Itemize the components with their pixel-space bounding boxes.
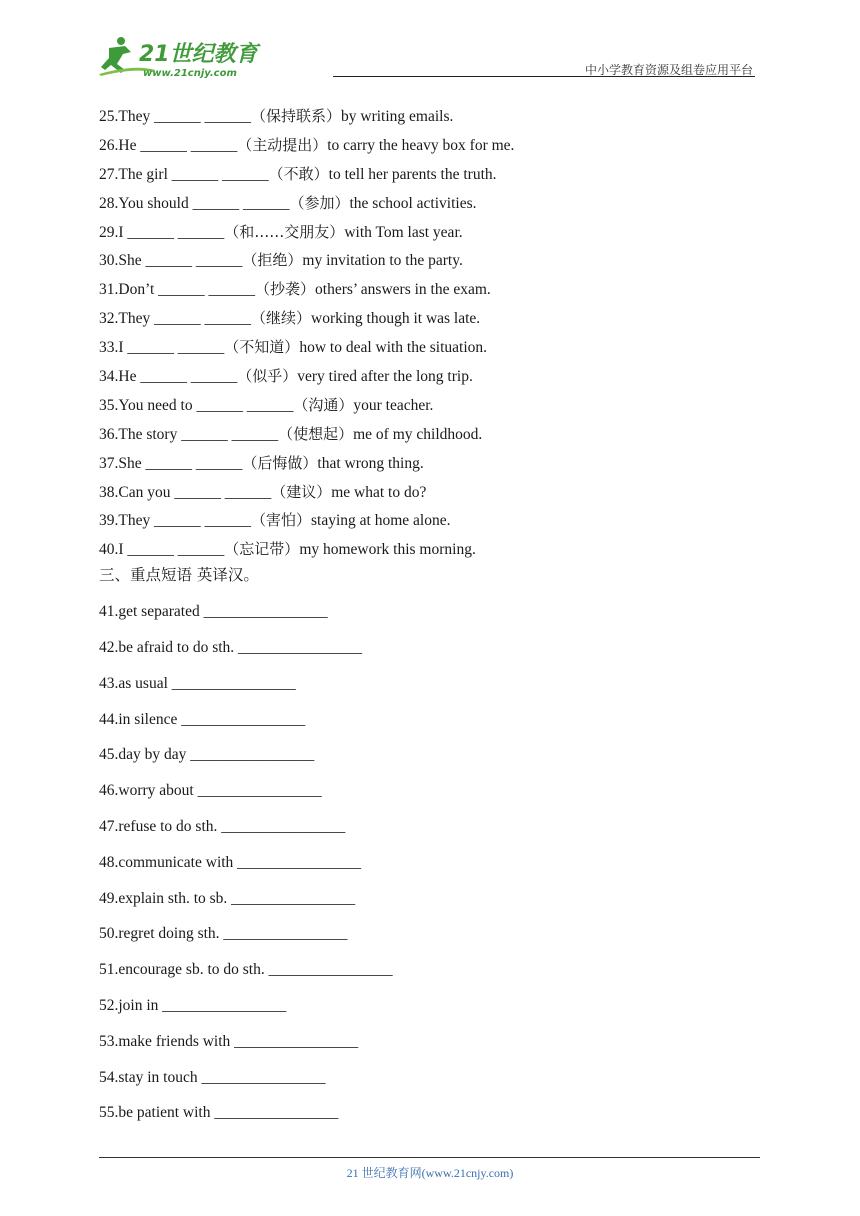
chinese-hint: （沟通） — [293, 395, 354, 414]
question-prefix: 32.They ______ ______ — [99, 310, 251, 328]
chinese-hint: （不敢） — [268, 164, 329, 183]
question-line — [99, 364, 739, 393]
question-prefix: 39.They ______ ______ — [99, 512, 251, 530]
phrase-item: 53.make friends with ________________ — [99, 1032, 359, 1050]
phrase-item: 54.stay in touch ________________ — [99, 1068, 326, 1086]
question-line — [99, 162, 739, 191]
phrase-item: 42.be afraid to do sth. ________________ — [99, 639, 363, 657]
fill-blank-questions — [99, 104, 739, 566]
question-suffix: staying at home alone. — [311, 512, 451, 530]
site-logo — [95, 34, 265, 78]
question-prefix: 29.I ______ ______ — [99, 223, 225, 241]
header-platform-text: 中小学教育资源及组卷应用平台 — [584, 63, 753, 77]
question-suffix: to tell her parents the truth. — [328, 165, 497, 183]
svg-text:21世纪教育: 21世纪教育 — [139, 42, 258, 67]
chinese-hint: （建议） — [271, 482, 332, 501]
question-suffix: that wrong thing. — [317, 454, 424, 472]
chinese-hint: （害怕） — [250, 511, 311, 530]
chinese-hint: （后悔做） — [242, 453, 318, 472]
question-suffix: with Tom last year. — [344, 223, 463, 241]
phrase-item: 49.explain sth. to sb. ________________ — [99, 889, 356, 907]
phrase-item: 45.day by day ________________ — [99, 746, 315, 764]
question-line — [99, 451, 739, 480]
phrase-item: 43.as usual ________________ — [99, 674, 296, 692]
question-suffix: how to deal with the situation. — [299, 339, 488, 357]
page-footer: 21 世纪教育网(www.21cnjy.com) — [346, 1166, 514, 1180]
page-header — [95, 30, 755, 78]
phrase-list — [99, 600, 739, 1137]
chinese-hint: （保持联系） — [250, 107, 341, 125]
question-suffix: my homework this morning. — [299, 541, 476, 559]
question-line — [99, 508, 739, 537]
phrase-item: 55.be patient with ________________ — [99, 1104, 339, 1122]
question-suffix: to carry the heavy box for me. — [327, 136, 515, 154]
question-prefix: 40.I ______ ______ — [99, 541, 225, 559]
question-line — [99, 191, 739, 220]
question-prefix: 28.You should ______ ______ — [99, 194, 290, 212]
question-prefix: 38.Can you ______ ______ — [99, 483, 272, 501]
question-suffix: very tired after the long trip. — [297, 368, 473, 386]
question-prefix: 35.You need to ______ ______ — [99, 396, 294, 414]
question-line — [99, 335, 739, 364]
question-prefix: 31.Don’t ______ ______ — [99, 281, 256, 299]
chinese-hint: （不知道） — [224, 338, 300, 357]
question-line — [99, 480, 739, 509]
question-line — [99, 277, 739, 306]
chinese-hint: （忘记带） — [224, 540, 300, 559]
phrase-item: 51.encourage sb. to do sth. ________________ — [99, 961, 393, 979]
question-prefix: 25.They ______ ______ — [99, 108, 251, 125]
question-prefix: 30.She ______ ______ — [99, 252, 243, 270]
question-line — [99, 104, 739, 133]
section-title: 三、重点短语 英译汉。 — [99, 566, 259, 585]
question-suffix: your teacher. — [353, 396, 434, 414]
svg-text:www.21cnjy.com: www.21cnjy.com — [143, 68, 237, 78]
chinese-hint: （和……交朋友） — [224, 222, 345, 241]
phrase-item: 44.in silence ________________ — [99, 710, 306, 728]
phrase-item: 41.get separated ________________ — [99, 603, 328, 621]
header-divider — [333, 76, 755, 77]
question-suffix: my invitation to the party. — [302, 252, 463, 270]
chinese-hint: （主动提出） — [237, 135, 328, 154]
question-prefix: 33.I ______ ______ — [99, 339, 225, 357]
question-line — [99, 220, 739, 249]
phrase-item: 48.communicate with ________________ — [99, 853, 362, 871]
worksheet-content — [99, 104, 739, 1137]
question-suffix: others’ answers in the exam. — [315, 281, 491, 299]
chinese-hint: （拒绝） — [242, 251, 303, 270]
question-line — [99, 393, 739, 422]
question-suffix: me of my childhood. — [353, 425, 483, 443]
chinese-hint: （继续） — [250, 309, 311, 328]
question-suffix: by writing emails. — [341, 108, 454, 125]
chinese-hint: （使想起） — [278, 424, 354, 443]
runner-logo-icon — [95, 34, 265, 78]
footer-divider — [99, 1157, 760, 1158]
question-suffix: me what to do? — [331, 483, 427, 501]
question-line — [99, 133, 739, 162]
question-line — [99, 306, 739, 335]
phrase-item: 50.regret doing sth. ________________ — [99, 925, 348, 943]
phrase-item: 46.worry about ________________ — [99, 782, 322, 800]
question-line — [99, 537, 739, 566]
question-suffix: working though it was late. — [311, 310, 481, 328]
question-line — [99, 422, 739, 451]
question-prefix: 27.The girl ______ ______ — [99, 165, 269, 183]
question-prefix: 36.The story ______ ______ — [99, 425, 279, 443]
phrase-item: 47.refuse to do sth. ________________ — [99, 818, 346, 836]
question-suffix: the school activities. — [349, 194, 477, 212]
chinese-hint: （参加） — [289, 193, 350, 212]
question-prefix: 34.He ______ ______ — [99, 368, 238, 386]
chinese-hint: （抄袭） — [255, 280, 316, 299]
phrase-item: 52.join in ________________ — [99, 997, 287, 1015]
question-line — [99, 248, 739, 277]
chinese-hint: （似乎） — [237, 367, 298, 386]
question-prefix: 26.He ______ ______ — [99, 136, 238, 154]
question-prefix: 37.She ______ ______ — [99, 454, 243, 472]
